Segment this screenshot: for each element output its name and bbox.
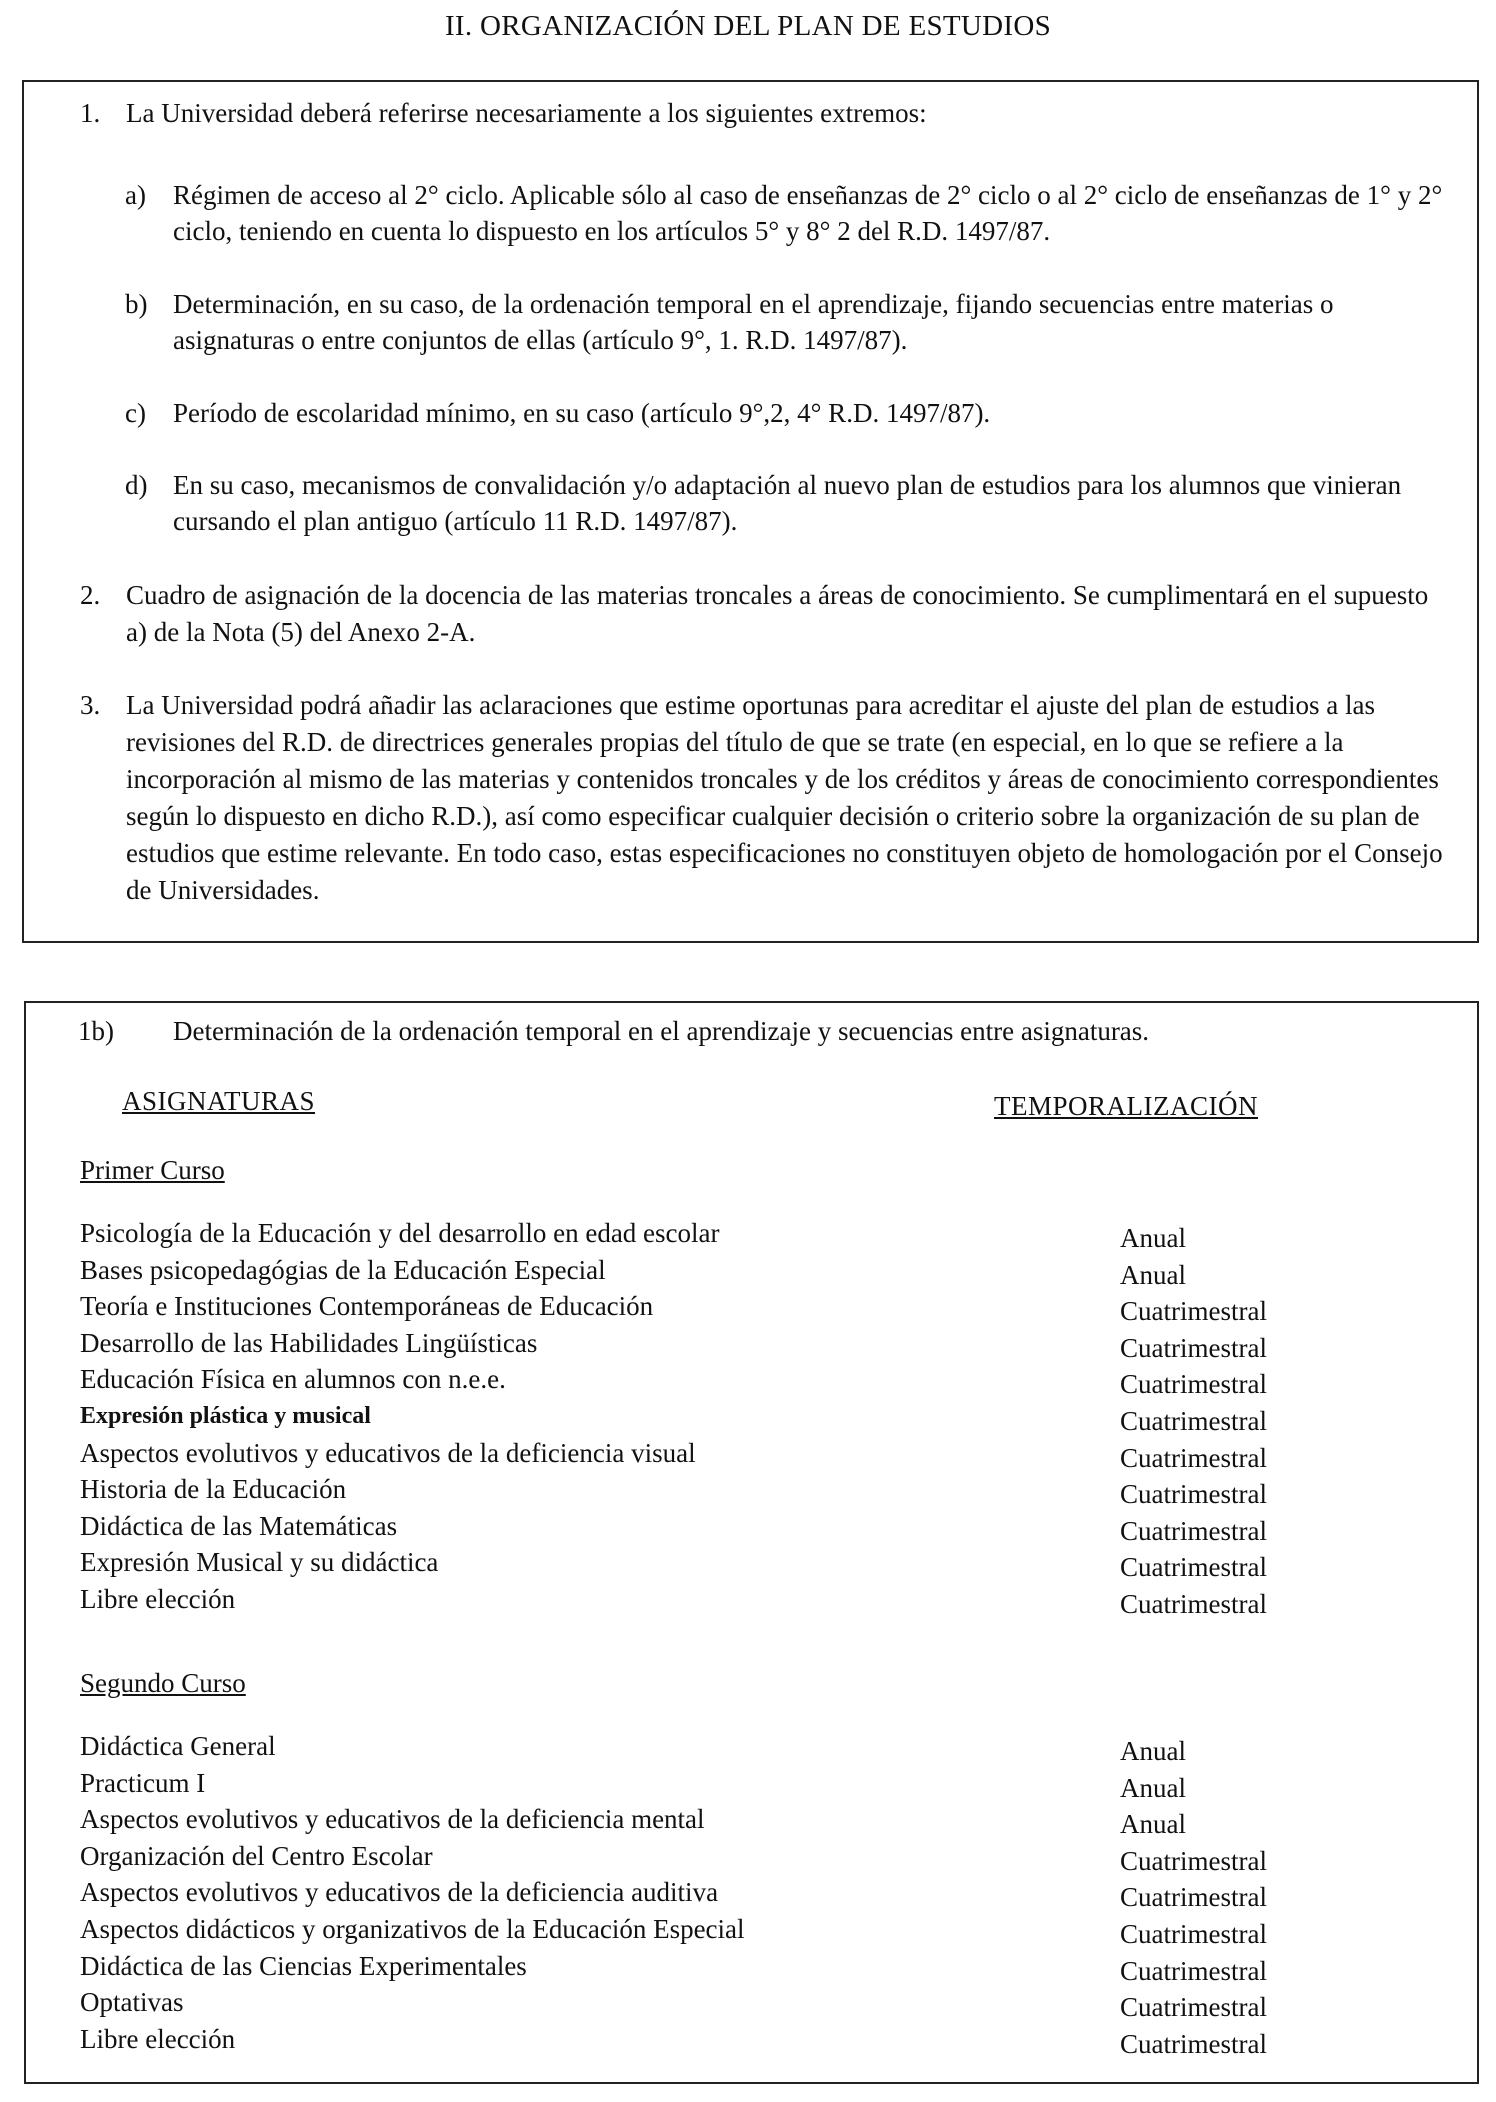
subject-duration: Anual xyxy=(1120,1259,1186,1290)
subject-name: Optativas xyxy=(80,1987,184,2018)
subject-duration: Cuatrimestral xyxy=(1120,1955,1267,1986)
subject-name: Organización del Centro Escolar xyxy=(80,1840,433,1871)
list-item xyxy=(80,1471,1460,1508)
subject-name: Bases psicopedagógias de la Educación Especial xyxy=(80,1254,606,1285)
subject-name: Expresión Musical y su didáctica xyxy=(80,1547,439,1578)
section-code: 1b) xyxy=(78,1016,114,1046)
column-header-subjects: ASIGNATURAS xyxy=(122,1086,316,1116)
item-number: 1. xyxy=(80,98,101,128)
subject-name: Aspectos evolutivos y educativos de la deficiencia visual xyxy=(80,1437,696,1468)
list-item xyxy=(80,1911,1460,1948)
course-title: Segundo Curso xyxy=(80,1668,246,1698)
list-item-2 xyxy=(80,577,1450,651)
list-item xyxy=(80,1325,1460,1362)
list-item xyxy=(80,1874,1460,1911)
subitem-letter: a) xyxy=(125,180,146,210)
list-item xyxy=(80,1215,1460,1252)
subitem-text: Determinación, en su caso, de la ordenación temporal en el aprendizaje, fijando secuencias entre materias o asignaturas o entre conjuntos de ellas (artículo 9°, 1. R.D. 1497/87). xyxy=(173,289,1334,355)
subject-name: Aspectos evolutivos y educativos de la deficiencia mental xyxy=(80,1804,705,1835)
schedule-box xyxy=(24,1001,1479,2084)
subject-duration: Cuatrimestral xyxy=(1120,1405,1267,1436)
subject-duration: Cuatrimestral xyxy=(1120,1515,1267,1546)
subject-duration: Anual xyxy=(1120,1772,1186,1803)
list-item xyxy=(80,1984,1460,2021)
subitem-letter: d) xyxy=(125,470,148,500)
subject-name: Didáctica General xyxy=(80,1731,276,1761)
subject-duration: Anual xyxy=(1120,1809,1186,1840)
subject-name: Libre elección xyxy=(80,2023,236,2054)
subject-name: Didáctica de las Ciencias Experimentales xyxy=(80,1950,527,1981)
column-header-time: TEMPORALIZACIÓN xyxy=(994,1091,1258,1121)
subitem-a xyxy=(125,177,1450,249)
list-item xyxy=(80,1252,1460,1289)
course-title: Primer Curso xyxy=(80,1155,225,1185)
list-item-1 xyxy=(80,95,1450,132)
list-item xyxy=(80,1435,1460,1472)
page-title: II. ORGANIZACIÓN DEL PLAN DE ESTUDIOS xyxy=(444,10,1052,42)
course-list-second xyxy=(80,1728,1460,2057)
list-item xyxy=(80,2021,1460,2058)
subject-duration: Cuatrimestral xyxy=(1120,1369,1267,1400)
subitem-d xyxy=(125,467,1450,539)
list-item xyxy=(80,1581,1460,1618)
list-item xyxy=(80,1838,1460,1875)
subject-name: Desarrollo de las Habilidades Lingüísticas xyxy=(80,1327,538,1358)
subject-name: Aspectos didácticos y organizativos de la Educación Especial xyxy=(80,1913,745,1944)
subject-duration: Cuatrimestral xyxy=(1120,1552,1267,1583)
item-text: La Universidad podrá añadir las aclaraciones que estime oportunas para acreditar el ajuste del plan de estudios a las revisiones del R.D. de directrices generales propias del título de que se trate (en especial, en lo que se refiere a la incorporación al mismo de las materias y contenidos troncales y de los créditos y áreas de conocimiento correspondientes según lo dispuesto en dicho R.D.), así como especificar cualquier decisión o criterio sobre la organización de su plan de estudios que estime relevante. En todo caso, estas especificaciones no constituyen objeto de homologación por el Consejo de Universidades. xyxy=(126,690,1443,905)
subject-name: Historia de la Educación xyxy=(80,1474,347,1505)
subitem-text: Período de escolaridad mínimo, en su caso (artículo 9°,2, 4° R.D. 1497/87). xyxy=(173,398,991,428)
subject-name: Didáctica de las Matemáticas xyxy=(80,1510,398,1541)
subject-duration: Cuatrimestral xyxy=(1120,1442,1267,1473)
subitem-text: En su caso, mecanismos de convalidación y/o adaptación al nuevo plan de estudios para los alumnos que vinieran cursando el plan antiguo (artículo 11 R.D. 1497/87). xyxy=(173,470,1402,536)
subitem-letter: b) xyxy=(125,289,148,319)
subject-duration: Cuatrimestral xyxy=(1120,1588,1267,1619)
subject-name: Practicum I xyxy=(80,1767,206,1798)
list-item xyxy=(80,1728,1460,1765)
subject-name: Teoría e Instituciones Contemporáneas de Educación xyxy=(80,1291,654,1322)
item-text: Cuadro de asignación de la docencia de las materias troncales a áreas de conocimiento. Se cumplimentará en el supuesto a) de la Nota (5) del Anexo 2-A. xyxy=(126,580,1429,647)
subject-name: Expresión plástica y musical xyxy=(80,1402,371,1429)
subject-duration: Cuatrimestral xyxy=(1120,1845,1267,1876)
subject-duration: Cuatrimestral xyxy=(1120,1296,1267,1327)
subitem-letter: c) xyxy=(125,398,146,428)
list-item xyxy=(80,1544,1460,1581)
item-text: La Universidad deberá referirse necesariamente a los siguientes extremos: xyxy=(126,98,927,128)
list-item xyxy=(80,1361,1460,1398)
list-item xyxy=(80,1288,1460,1325)
list-item xyxy=(80,1508,1460,1545)
subject-duration: Cuatrimestral xyxy=(1120,1332,1267,1363)
subject-duration: Cuatrimestral xyxy=(1120,1882,1267,1913)
subject-name: Psicología de la Educación y del desarrollo en edad escolar xyxy=(80,1218,720,1248)
instructions-box xyxy=(22,80,1479,943)
list-item xyxy=(80,1398,1460,1435)
subitem-text: Régimen de acceso al 2° ciclo. Aplicable sólo al caso de enseñanzas de 2° ciclo o al 2° ciclo de enseñanzas de 1° y 2° ciclo, teniendo en cuenta lo dispuesto en los artículos 5° y 8° 2 del R.D. 1497/87. xyxy=(173,180,1443,246)
subitem-c xyxy=(125,395,1450,431)
subject-duration: Cuatrimestral xyxy=(1120,1918,1267,1949)
subject-duration: Anual xyxy=(1120,1736,1186,1766)
subject-name: Educación Física en alumnos con n.e.e. xyxy=(80,1364,506,1395)
item-number: 2. xyxy=(80,580,101,610)
item-number: 3. xyxy=(80,690,101,720)
subitem-b xyxy=(125,286,1450,358)
course-list-first xyxy=(80,1215,1460,1618)
subject-duration: Cuatrimestral xyxy=(1120,1479,1267,1510)
subject-duration: Cuatrimestral xyxy=(1120,1992,1267,2023)
list-item-3 xyxy=(80,687,1450,909)
list-item xyxy=(80,1765,1460,1802)
subject-duration: Cuatrimestral xyxy=(1120,2028,1267,2059)
subject-duration: Anual xyxy=(1120,1223,1186,1253)
subject-name: Aspectos evolutivos y educativos de la deficiencia auditiva xyxy=(80,1877,719,1908)
subject-name: Libre elección xyxy=(80,1583,236,1614)
section-heading: Determinación de la ordenación temporal en el aprendizaje y secuencias entre asignaturas. xyxy=(173,1016,1150,1046)
list-item xyxy=(80,1801,1460,1838)
list-item xyxy=(80,1948,1460,1985)
